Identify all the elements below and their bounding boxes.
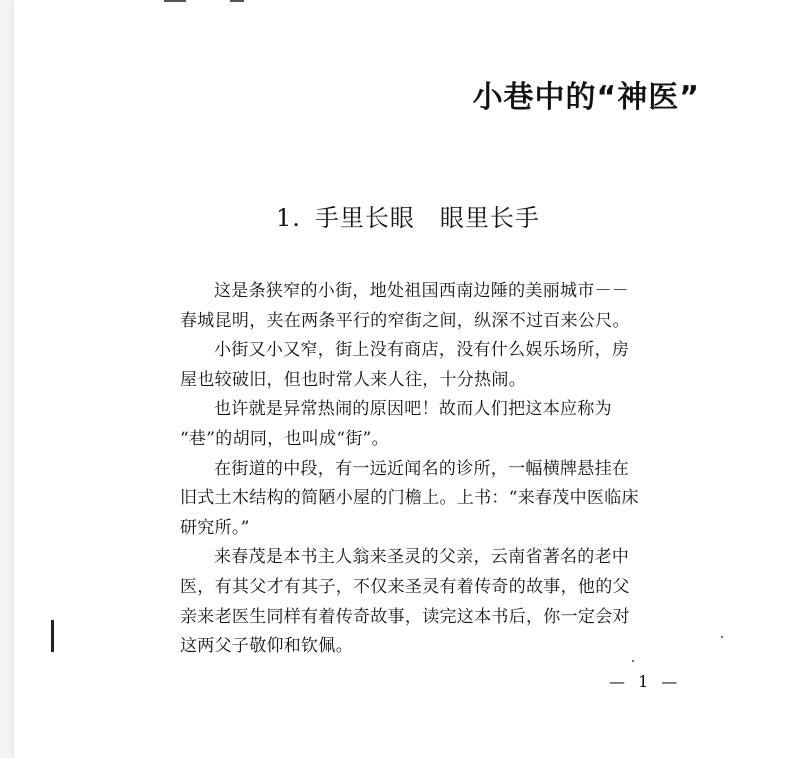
text-line-7: 在街道的中段，有一远近闻名的诊所，一幅横牌悬挂在 xyxy=(214,458,630,479)
scan-speck xyxy=(721,636,723,638)
text-line-10: 来春茂是本书主人翁来圣灵的父亲，云南省著名的老中 xyxy=(214,547,630,568)
text-line-6: “巷”的胡同，也叫成“街”。 xyxy=(180,428,389,449)
text-line-8: 旧式土木结构的简陋小屋的门檐上。上书：“来春茂中医临床 xyxy=(180,488,639,509)
text-line-2: 春城昆明，夹在两条平行的窄街之间，纵深不过百来公尺。 xyxy=(180,310,630,331)
section-number: 1. xyxy=(276,204,301,232)
text-line-3: 小街又小又窄，街上没有商店，没有什么娱乐场所，房 xyxy=(214,340,630,361)
page-number: — 1 — xyxy=(609,672,682,691)
section-heading xyxy=(276,198,540,233)
scan-speck xyxy=(632,660,634,662)
text-line-1: 这是条狭窄的小街，地处祖国西南边陲的美丽城市－－ xyxy=(214,281,630,301)
text-line-4: 屋也较破旧，但也时常人来人往，十分热闹。 xyxy=(180,369,526,390)
body-text xyxy=(180,277,720,662)
text-line-13: 这两父子敬仰和钦佩。 xyxy=(180,636,353,657)
text-line-11: 医，有其父才有其子，不仅来圣灵有着传奇的故事，他的父 xyxy=(180,576,630,597)
top-edge-marks xyxy=(164,0,264,3)
section-title-text: 手里长眼 眼里长手 xyxy=(314,204,540,232)
scan-margin-mark xyxy=(51,620,54,652)
chapter-title: 小巷中的“神医” xyxy=(472,80,700,115)
document-page xyxy=(14,0,804,758)
text-line-5: 也许就是异常热闹的原因吧！故而人们把这本应称为 xyxy=(214,399,612,420)
text-line-12: 亲来老医生同样有着传奇故事，读完这本书后，你一定会对 xyxy=(180,606,630,627)
text-line-9: 研究所。” xyxy=(180,517,250,538)
